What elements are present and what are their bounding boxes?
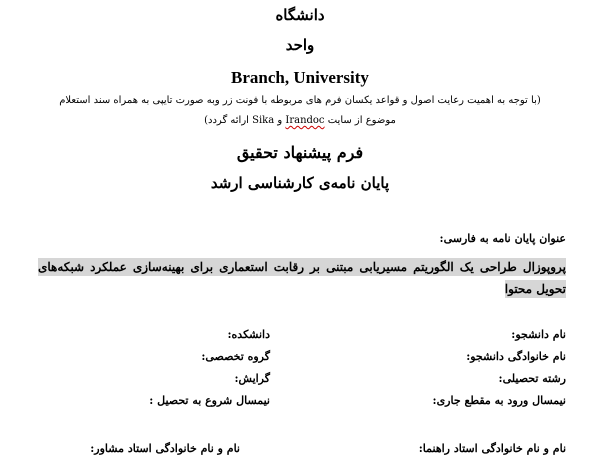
thesis-title-text: پروپوزال طراحی یک الگوریتم مسیریابی مبتنی بر رقابت استعماری برای بهینه‌سازی عملکرد شبکه‌های تحویل محتوا (38, 260, 566, 296)
orientation-label: گرایش: (234, 372, 270, 385)
form-title: فرم پیشنهاد تحقیق (236, 143, 364, 162)
irandoc-link: Irandoc (285, 115, 325, 126)
sika-link: Sika (252, 115, 275, 126)
consultant-label: نام و نام خانوادگی استاد مشاور: (90, 442, 240, 455)
entry-semester-label: نیمسال ورود به مقطع جاری: (432, 394, 566, 407)
branch-english-heading: Branch, University (231, 68, 369, 87)
specialty-group-label: گروه تخصصی: (201, 350, 270, 363)
instruction-note-line1: (با توجه به اهمیت رعایت اصول و قواعد یکسان فرم های مربوطه با فونت زر وبه صورت تایپی به همراه سند استعلام (59, 95, 541, 106)
student-family-label: نام خانوادگی دانشجو: (466, 350, 566, 363)
note-text-b: و (274, 115, 286, 126)
note-text-a: موضوع از سایت (324, 115, 396, 126)
thesis-type-title: پایان نامه‌ی کارشناسی ارشد (210, 174, 390, 192)
branch-heading: واحد (285, 36, 315, 54)
faculty-label: دانشکده: (227, 328, 270, 341)
thesis-title-value (38, 256, 566, 300)
note-text-c: ارائه گردد) (204, 115, 253, 126)
start-semester-label: نیمسال شروع به تحصیل : (149, 394, 270, 407)
instruction-note-line2 (0, 115, 600, 126)
thesis-title-label: عنوان پایان نامه به فارسی: (439, 232, 566, 245)
student-name-label: نام دانشجو: (511, 328, 566, 341)
major-label: رشته تحصیلی: (498, 372, 566, 385)
advisor-label: نام و نام خانوادگی استاد راهنما: (418, 442, 566, 455)
university-heading: دانشگاه (275, 6, 325, 24)
